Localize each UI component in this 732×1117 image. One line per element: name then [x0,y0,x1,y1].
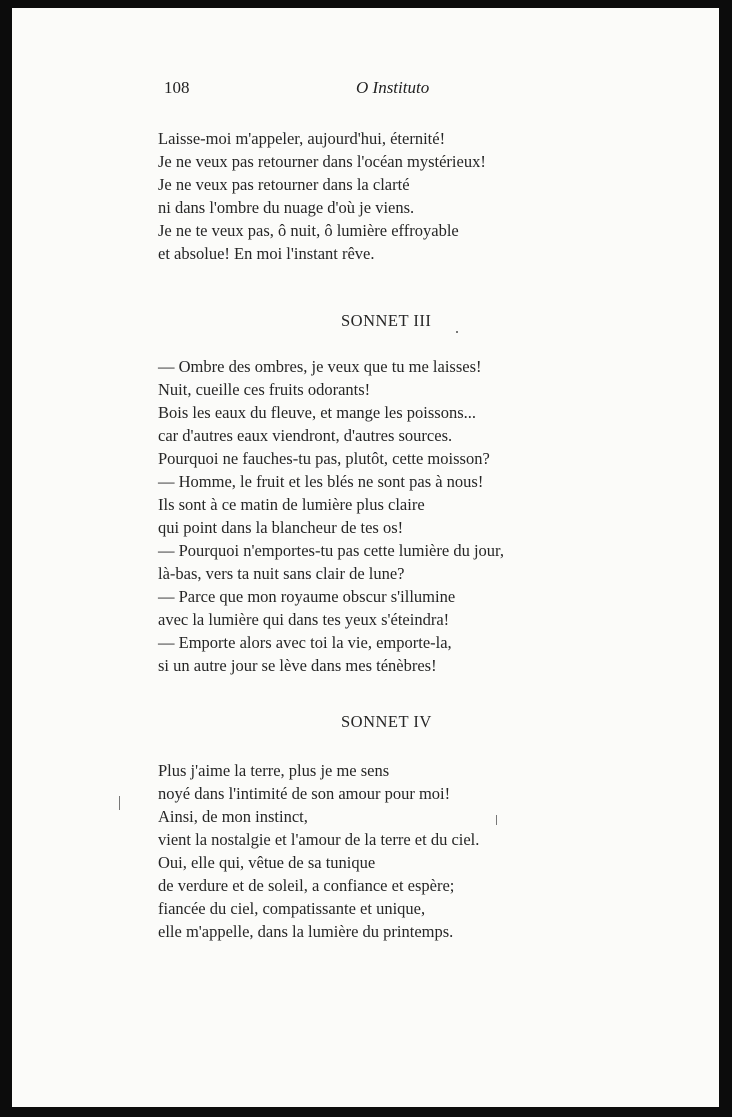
verse-line: — Parce que mon royaume obscur s'illumine [158,587,456,606]
verse-line: noyé dans l'intimité de son amour pour moi! [158,784,451,803]
verse-line: Ainsi, de mon instinct, [158,807,308,826]
verse-line: si un autre jour se lève dans mes ténèbres! [158,656,437,675]
verse-line: Oui, elle qui, vêtue de sa tunique [158,853,376,872]
sonnet-4-title: SONNET IV [341,712,432,731]
sonnet-4-body [158,759,479,943]
verse-line: Nuit, cueille ces fruits odorants! [158,380,371,399]
sonnet-3-body [158,355,504,677]
scan-speck [119,796,120,810]
book-page [12,8,719,1107]
page-number: 108 [164,78,190,97]
verse-line: Pourquoi ne fauches-tu pas, plutôt, cette moisson? [158,449,490,468]
verse-line: et absolue! En moi l'instant rêve. [158,244,375,263]
opening-stanza [158,127,486,265]
verse-line: Je ne veux pas retourner dans la clarté [158,175,410,194]
verse-line: Ils sont à ce matin de lumière plus claire [158,495,425,514]
verse-line: — Homme, le fruit et les blés ne sont pas à nous! [158,472,484,491]
verse-line: avec la lumière qui dans tes yeux s'éteindra! [158,610,450,629]
verse-line: Je ne veux pas retourner dans l'océan mystérieux! [158,152,486,171]
page-header [164,78,464,108]
verse-line: fiancée du ciel, compatissante et unique, [158,899,426,918]
verse-line: Plus j'aime la terre, plus je me sens [158,761,390,780]
verse-line: elle m'appelle, dans la lumière du printemps. [158,922,454,941]
verse-line: Laisse-moi m'appeler, aujourd'hui, éternité! [158,129,446,148]
verse-line: car d'autres eaux viendront, d'autres sources. [158,426,453,445]
verse-line: de verdure et de soleil, a confiance et espère; [158,876,455,895]
scan-speck [456,331,458,333]
verse-line: — Emporte alors avec toi la vie, emporte-la, [158,633,452,652]
running-title: O Instituto [356,78,430,97]
verse-line: ni dans l'ombre du nuage d'où je viens. [158,198,415,217]
verse-line: Bois les eaux du fleuve, et mange les poissons... [158,403,477,422]
verse-line: là-bas, vers ta nuit sans clair de lune? [158,564,405,583]
verse-line: vient la nostalgie et l'amour de la terre et du ciel. [158,830,480,849]
verse-line: — Pourquoi n'emportes-tu pas cette lumière du jour, [158,541,504,560]
scan-speck [496,815,497,825]
verse-line: qui point dans la blancheur de tes os! [158,518,404,537]
verse-line: Je ne te veux pas, ô nuit, ô lumière effroyable [158,221,459,240]
verse-line: — Ombre des ombres, je veux que tu me laisses! [158,357,482,376]
sonnet-3-title: SONNET III [341,311,432,330]
